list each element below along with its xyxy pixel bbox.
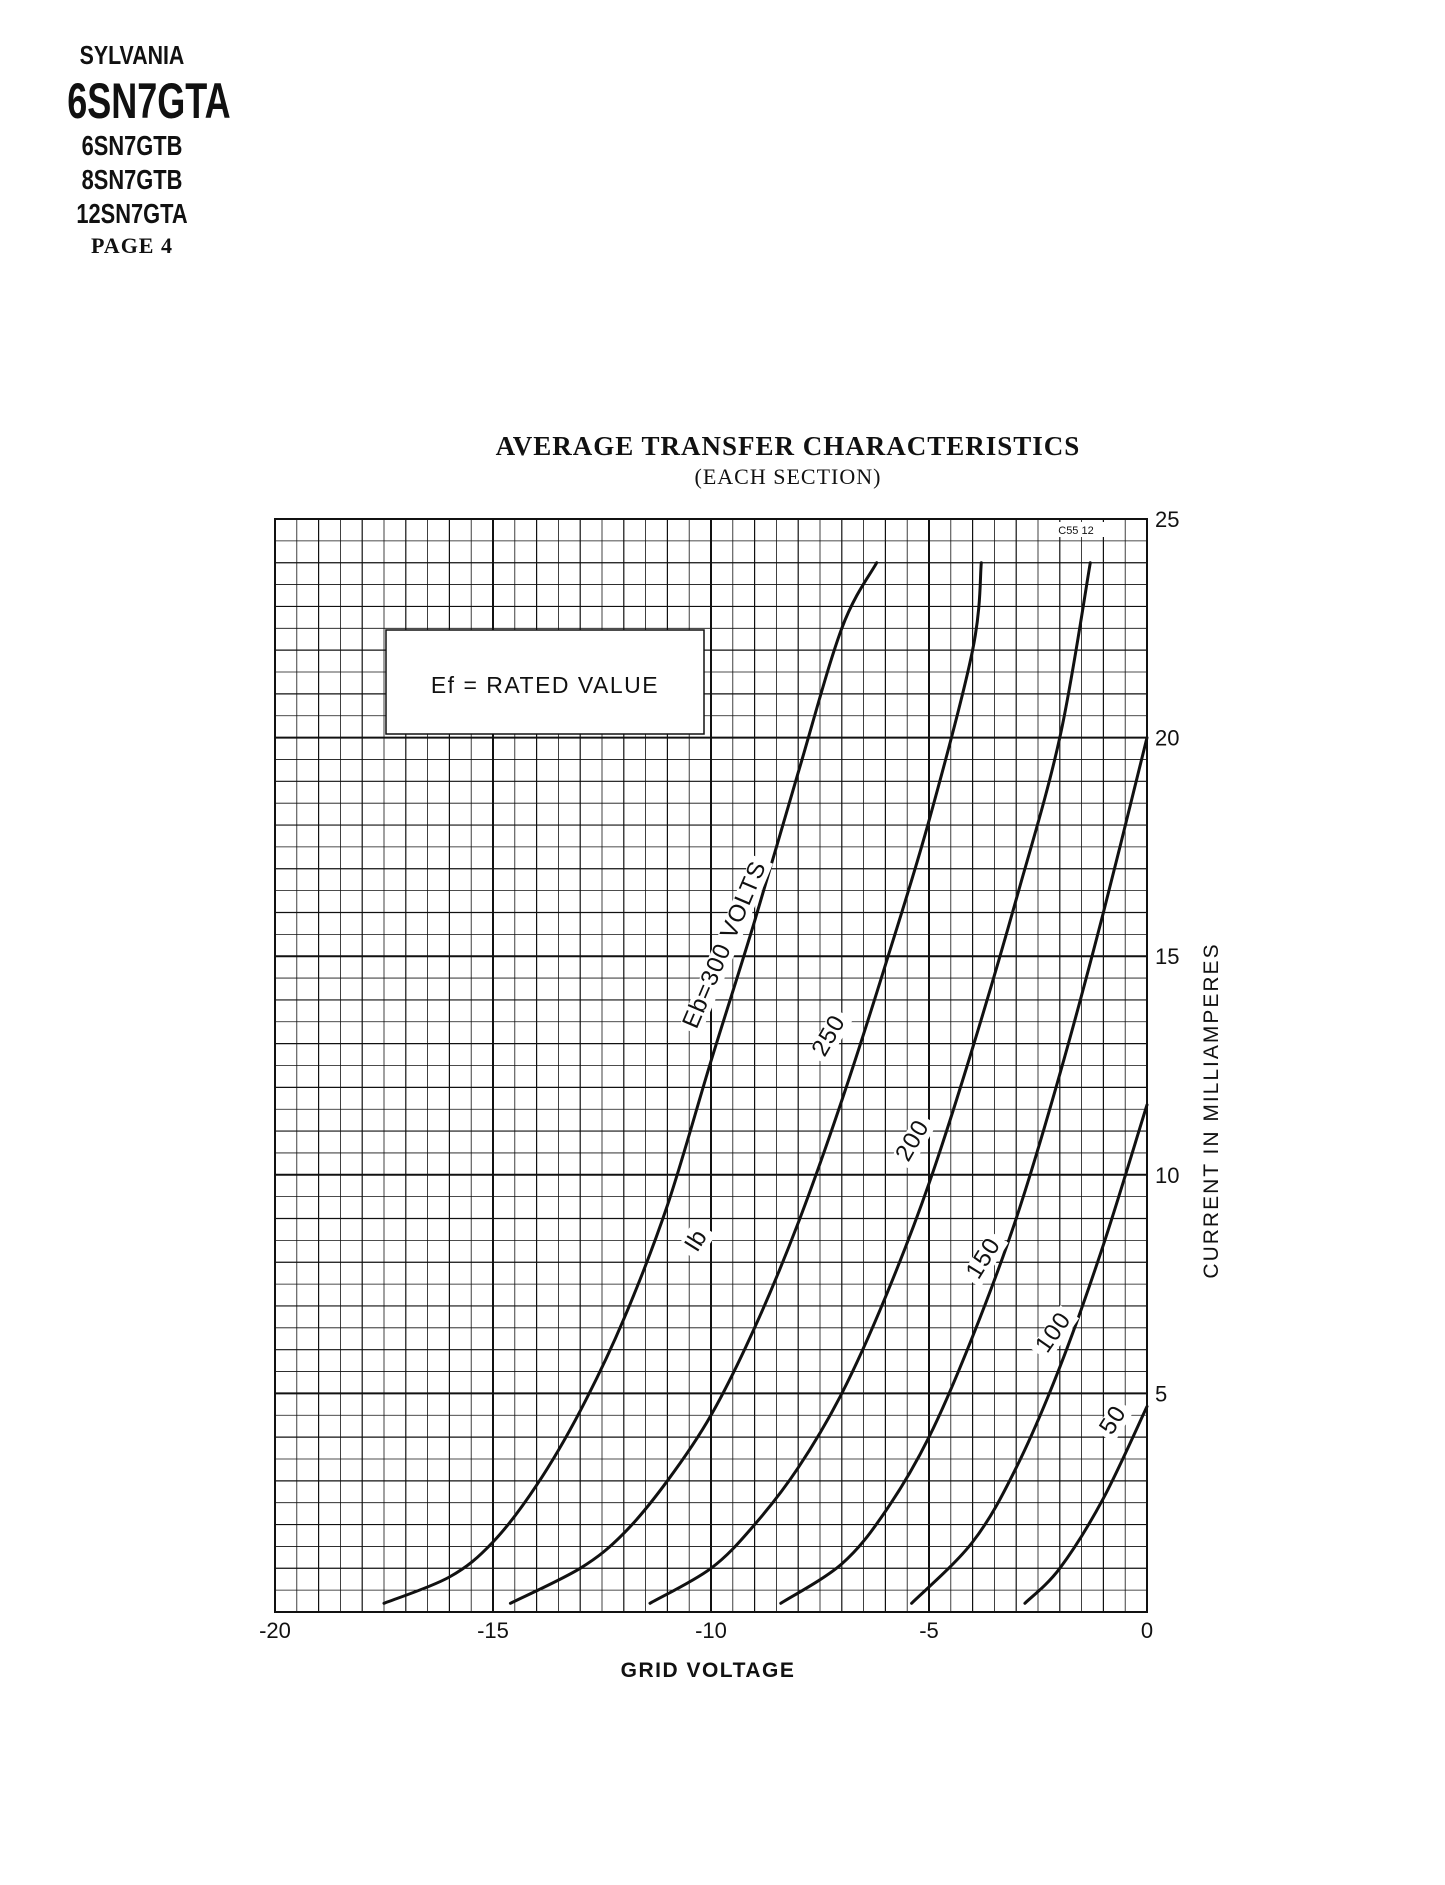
chart-title: AVERAGE TRANSFER CHARACTERISTICS	[495, 431, 1081, 461]
x-tick-label: -15	[477, 1618, 509, 1643]
series-label: Eb=300 VOLTS	[677, 856, 772, 1033]
brand-name: SYLVANIA	[79, 40, 185, 70]
tube-variant: 8SN7GTB	[81, 164, 183, 195]
page-number: PAGE 4	[91, 233, 173, 258]
annotation-text: Ef = RATED VALUE	[430, 672, 660, 698]
tube-variant: 12SN7GTA	[76, 198, 188, 229]
series-label: 200	[890, 1115, 935, 1166]
tube-variant: 6SN7GTB	[81, 130, 183, 161]
series-label: 100	[1029, 1306, 1077, 1358]
tube-model: 6SN7GTA	[67, 73, 231, 129]
y-axis-label: CURRENT IN MILLIAMPERES	[1200, 942, 1223, 1279]
y-tick-label: 25	[1155, 507, 1180, 532]
y-tick-label: 15	[1155, 944, 1180, 970]
x-tick-label: -20	[259, 1618, 291, 1643]
y-tick-label: 20	[1155, 725, 1180, 751]
chart-subtitle: (EACH SECTION)	[694, 464, 882, 489]
x-tick-label: -10	[695, 1618, 727, 1643]
x-axis-label: GRID VOLTAGE	[620, 1659, 796, 1682]
series-label-group	[1092, 1397, 1135, 1443]
series-line	[650, 563, 1090, 1604]
annotation-box	[386, 630, 704, 734]
series-label: 50	[1093, 1400, 1133, 1440]
plate-current-label: Ib	[679, 1225, 713, 1257]
y-tick-label: 5	[1155, 1381, 1168, 1407]
series-line	[781, 738, 1147, 1604]
series-line	[1025, 1407, 1147, 1604]
drawing-code: C55 12	[1058, 525, 1094, 537]
series-label-group	[676, 853, 774, 1035]
series-label-group	[804, 1006, 854, 1065]
x-tick-label: -5	[919, 1618, 939, 1643]
x-tick-label: 0	[1140, 1618, 1154, 1643]
series-label: 250	[806, 1010, 852, 1061]
series-label: 150	[960, 1232, 1007, 1284]
plate-current-label-group	[676, 1220, 716, 1261]
y-tick-label: 10	[1155, 1162, 1180, 1188]
